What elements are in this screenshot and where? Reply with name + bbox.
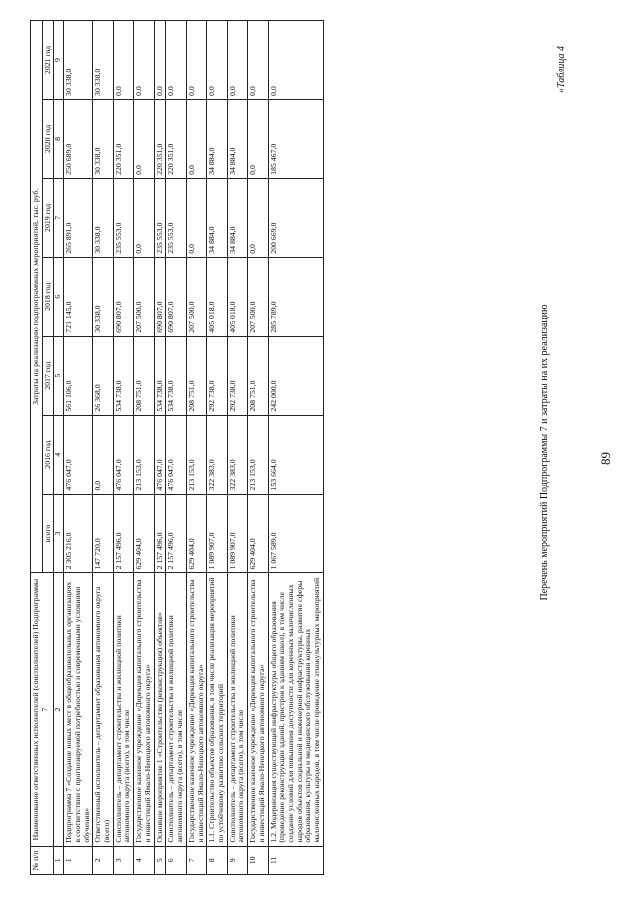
cost-cell: 185 467,0 [268,99,323,178]
row-number: 9 [227,846,247,874]
header-name: Наименование ответственных исполнителей (соисполнителей) Подпрограммы 7 [31,573,54,846]
cost-cell: 200 669,0 [268,178,323,257]
cost-cell: 250 689,0 [64,99,93,178]
cost-cell: 0,0 [166,21,186,100]
column-number: 5 [54,336,64,415]
cost-cell: 34 884,0 [207,178,227,257]
column-number: 1 [54,846,64,874]
column-number: 6 [54,257,64,336]
table-row [166,21,186,875]
cost-cell: 213 153,0 [134,415,154,494]
row-number: 10 [248,846,268,874]
cost-cell: 1 089 907,0 [207,494,227,573]
row-name: Соисполнитель – департамент строительства и жилищной политики автономного округа (всего), в том числе [227,573,247,846]
table-label: «Таблица 4 [556,46,567,93]
cost-cell: 147 720,0 [93,494,113,573]
cost-cell: 2 157 496,0 [113,494,133,573]
row-name: Соисполнитель – департамент строительства и жилищной политики автономного округа (всего), в том числе [166,573,186,846]
cost-cell: 0,0 [186,178,206,257]
cost-cell: 0,0 [134,178,154,257]
cost-cell: 0,0 [186,99,206,178]
row-name: Основное мероприятие 1 «Строительство (реконструкция) объектов» [154,573,166,846]
cost-cell: 1 089 907,0 [227,494,247,573]
table-row [207,21,227,875]
table-row [154,21,166,875]
table-row [227,21,247,875]
cost-cell: 629 404,0 [134,494,154,573]
cost-cell: 34 884,0 [227,99,247,178]
cost-cell: 0,0 [134,21,154,100]
cost-cell: 0,0 [268,21,323,100]
row-name: 1.1. Строительство объектов образования, в том числе реализация мероприятий по устойчивому развитию сельских территорий [207,573,227,846]
cost-cell: 30 338,0 [93,178,113,257]
cost-cell: 0,0 [248,21,268,100]
cost-cell: 476 047,0 [64,415,93,494]
cost-cell: 322 383,0 [227,415,247,494]
row-name: Государственное казенное учреждение «Дирекция капитального строительства и инвестиций Ямало-Ненецкого автономного округа» [134,573,154,846]
cost-cell: 34 884,0 [227,178,247,257]
row-name: Государственное казенное учреждение «Дирекция капитального строительства и инвестиций Ямало-Ненецкого автономного округа» [186,573,206,846]
cost-cell: 285 789,0 [268,257,323,336]
cost-cell: 213 153,0 [186,415,206,494]
cost-cell: 322 383,0 [207,415,227,494]
cost-cell: 721 145,0 [64,257,93,336]
cost-cell: 235 553,0 [113,178,133,257]
cost-cell: 34 884,0 [207,99,227,178]
cost-cell: 26 368,0 [93,336,113,415]
cost-cell: 0,0 [207,21,227,100]
cost-cell: 0,0 [248,99,268,178]
cost-cell: 213 153,0 [248,415,268,494]
cost-cell: 690 807,0 [166,257,186,336]
cost-cell: 153 664,0 [268,415,323,494]
cost-cell: 292 738,0 [207,336,227,415]
cost-cell: 405 018,0 [227,257,247,336]
cost-cell: 629 404,0 [186,494,206,573]
header-num: № п/п [31,846,54,874]
row-number: 6 [166,846,186,874]
table-body [54,21,323,875]
cost-cell: 208 751,0 [248,336,268,415]
cost-cell: 235 553,0 [166,178,186,257]
cost-cell: 207 500,0 [248,257,268,336]
row-number: 5 [154,846,166,874]
row-name: Государственное казенное учреждение «Дирекция капитального строительства и инвестиций Ямало-Ненецкого автономного округа» [248,573,268,846]
cost-cell: 0,0 [227,21,247,100]
cost-cell: 30 338,0 [93,257,113,336]
cost-cell: 476 047,0 [166,415,186,494]
table-row [93,21,113,875]
cost-cell: 235 553,0 [154,178,166,257]
cost-cell: 207 500,0 [186,257,206,336]
cost-cell: 0,0 [154,21,166,100]
cost-cell: 0,0 [248,178,268,257]
header-year: 2020 год [42,99,54,178]
table-row [64,21,93,875]
table-row [134,21,154,875]
column-number: 7 [54,178,64,257]
costs-table [30,20,324,875]
cost-cell: 265 891,0 [64,178,93,257]
column-number: 2 [54,573,64,846]
header-year: 2021 год [42,21,54,100]
cost-cell: 242 000,0 [268,336,323,415]
cost-cell: 476 047,0 [154,415,166,494]
header-year: всего [42,494,54,573]
row-name: Ответственный исполнитель – департамент образования автономного округа (всего) [93,573,113,846]
table-row [186,21,206,875]
cost-cell: 690 807,0 [154,257,166,336]
page-number: 89 [598,452,613,465]
row-name: Подпрограмма 7 «Создание новых мест в общеобразовательных организациях в соответствии с прогнозируемой потребностью и современными условиями обучения» [64,573,93,846]
row-number: 8 [207,846,227,874]
column-number: 8 [54,99,64,178]
cost-cell: 30 338,0 [64,21,93,100]
table-title: Перечень мероприятий Подпрограммы 7 и затраты на их реализацию [539,304,550,601]
header-year: 2017 год [42,336,54,415]
cost-cell: 220 351,0 [154,99,166,178]
cost-cell: 0,0 [186,21,206,100]
cost-cell: 534 738,0 [154,336,166,415]
cost-cell: 0,0 [113,21,133,100]
cost-cell: 534 738,0 [113,336,133,415]
table-row [248,21,268,875]
column-number-row [54,21,64,875]
cost-cell: 292 738,0 [227,336,247,415]
cost-cell: 207 500,0 [134,257,154,336]
cost-cell: 208 751,0 [186,336,206,415]
cost-cell: 476 047,0 [113,415,133,494]
header-year: 2016 год [42,415,54,494]
column-number: 3 [54,494,64,573]
column-number: 4 [54,415,64,494]
cost-cell: 534 738,0 [166,336,186,415]
row-number: 11 [268,846,323,874]
header-year: 2018 год [42,257,54,336]
table-header [31,21,54,875]
row-name: 1.2. Модернизация существующей инфраструктуры общего образования (проведение реконструкции зданий, пристроя к зданиям школ), в том числе создание условий для повышения доступности для коренных малочисленных народов объектов социальной и инженерной инфраструктуры, развитие сферы образования, культуры и медицинского обслуживания коренных малочисленных народов, в том числе проведение этнокультурных мероприятий [268,573,323,846]
row-name: Соисполнитель – департамент строительства и жилищной политики автономного округа (всего), в том числе [113,573,133,846]
row-number: 2 [93,846,113,874]
cost-cell: 690 807,0 [113,257,133,336]
cost-cell: 2 157 496,0 [154,494,166,573]
cost-cell: 2 157 496,0 [166,494,186,573]
cost-cell: 220 351,0 [166,99,186,178]
cost-cell: 2 305 216,0 [64,494,93,573]
cost-cell: 0,0 [93,415,113,494]
cost-cell: 220 351,0 [113,99,133,178]
cost-cell: 1 067 589,0 [268,494,323,573]
column-number: 9 [54,21,64,100]
row-number: 3 [113,846,133,874]
header-costs: Затраты на реализацию подпрограммных мероприятий, тыс. руб. [31,21,43,573]
table-row [268,21,323,875]
row-number: 1 [64,846,93,874]
cost-cell: 208 751,0 [134,336,154,415]
row-number: 7 [186,846,206,874]
cost-cell: 405 018,0 [207,257,227,336]
cost-cell: 629 404,0 [248,494,268,573]
table-row [113,21,133,875]
cost-cell: 30 338,0 [93,21,113,100]
cost-cell: 30 338,0 [93,99,113,178]
header-year: 2019 год [42,178,54,257]
cost-cell: 561 106,0 [64,336,93,415]
cost-cell: 0,0 [134,99,154,178]
row-number: 4 [134,846,154,874]
